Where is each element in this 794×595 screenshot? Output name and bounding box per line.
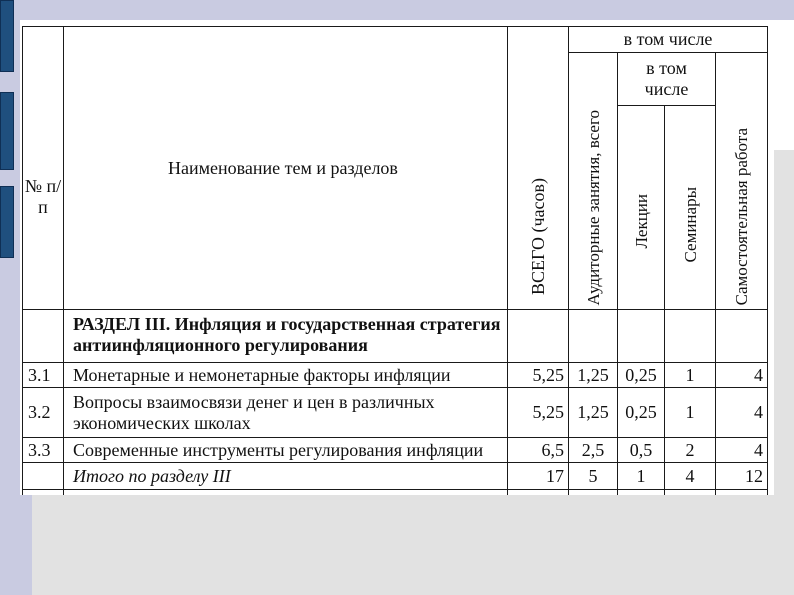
table-row bbox=[23, 388, 768, 438]
slide-tab-1 bbox=[0, 0, 14, 72]
seminars-label: Семинары bbox=[680, 187, 700, 263]
classroom-total-header bbox=[569, 53, 618, 310]
including-sub-header bbox=[618, 53, 716, 106]
row-lecture-hours: 0,25 bbox=[618, 363, 665, 388]
slide-top-band bbox=[0, 0, 794, 20]
row-self-study-hours: 4 bbox=[716, 438, 768, 463]
row-number: 3.2 bbox=[23, 388, 64, 438]
total-row bbox=[23, 463, 768, 490]
row-classroom-hours: 1,25 bbox=[569, 363, 618, 388]
section-title: РАЗДЕЛ III. Инфляция и государственная стратегия антиинфляционного регулирования bbox=[64, 310, 508, 363]
total-hours-label: ВСЕГО (часов) bbox=[527, 178, 548, 295]
row-number: 3.1 bbox=[23, 363, 64, 388]
section-empty-cell bbox=[569, 310, 618, 363]
row-name: Монетарные и немонетарные факторы инфляции bbox=[64, 363, 508, 388]
slide-bottom-band bbox=[32, 495, 794, 595]
table-row bbox=[23, 363, 768, 388]
total-lecture-hours: 1 bbox=[618, 463, 665, 490]
section-row bbox=[23, 310, 768, 363]
name-column-header: Наименование тем и разделов bbox=[64, 27, 508, 310]
row-self-study-hours: 4 bbox=[716, 388, 768, 438]
row-total-hours: 5,25 bbox=[508, 388, 569, 438]
section-num-cell bbox=[23, 310, 64, 363]
total-num-cell bbox=[23, 463, 64, 490]
row-seminar-hours: 2 bbox=[665, 438, 716, 463]
row-name: Современные инструменты регулирования инфляции bbox=[64, 438, 508, 463]
header-row-1 bbox=[23, 27, 768, 53]
row-self-study-hours: 4 bbox=[716, 363, 768, 388]
total-classroom-hours: 5 bbox=[569, 463, 618, 490]
slide-right-band-lower bbox=[774, 150, 794, 495]
section-empty-cell bbox=[508, 310, 569, 363]
self-study-label: Самостоятельная работа bbox=[732, 127, 751, 305]
lectures-label: Лекции bbox=[631, 194, 651, 249]
num-column-header: № п/п bbox=[23, 27, 64, 310]
row-name: Вопросы взаимосвязи денег и цен в различных экономических школах bbox=[64, 388, 508, 438]
row-classroom-hours: 2,5 bbox=[569, 438, 618, 463]
row-lecture-hours: 0,5 bbox=[618, 438, 665, 463]
lectures-header bbox=[618, 106, 665, 310]
classroom-total-label: Аудиторные занятия, всего bbox=[583, 109, 603, 305]
section-empty-cell bbox=[716, 310, 768, 363]
row-seminar-hours: 1 bbox=[665, 388, 716, 438]
total-self-study-hours: 12 bbox=[716, 463, 768, 490]
self-study-header bbox=[716, 53, 768, 310]
table-row-partial bbox=[23, 490, 768, 496]
slide-tab-2 bbox=[0, 92, 14, 170]
total-total-hours: 17 bbox=[508, 463, 569, 490]
row-total-hours: 5,25 bbox=[508, 363, 569, 388]
seminars-header bbox=[665, 106, 716, 310]
section-empty-cell bbox=[665, 310, 716, 363]
row-lecture-hours: 0,25 bbox=[618, 388, 665, 438]
total-hours-header bbox=[508, 27, 569, 310]
total-seminar-hours: 4 bbox=[665, 463, 716, 490]
including-header: в том числе bbox=[569, 27, 768, 53]
row-seminar-hours: 1 bbox=[665, 363, 716, 388]
table-row bbox=[23, 438, 768, 463]
row-number: 3.3 bbox=[23, 438, 64, 463]
including-sub-label: в том числе bbox=[644, 58, 689, 99]
slide-right-band bbox=[774, 20, 794, 150]
row-total-hours: 6,5 bbox=[508, 438, 569, 463]
total-row-label: Итого по разделу III bbox=[64, 463, 508, 490]
section-empty-cell bbox=[618, 310, 665, 363]
curriculum-table bbox=[22, 26, 768, 495]
row-classroom-hours: 1,25 bbox=[569, 388, 618, 438]
slide-tab-3 bbox=[0, 186, 14, 258]
scanned-table-image bbox=[20, 20, 774, 495]
